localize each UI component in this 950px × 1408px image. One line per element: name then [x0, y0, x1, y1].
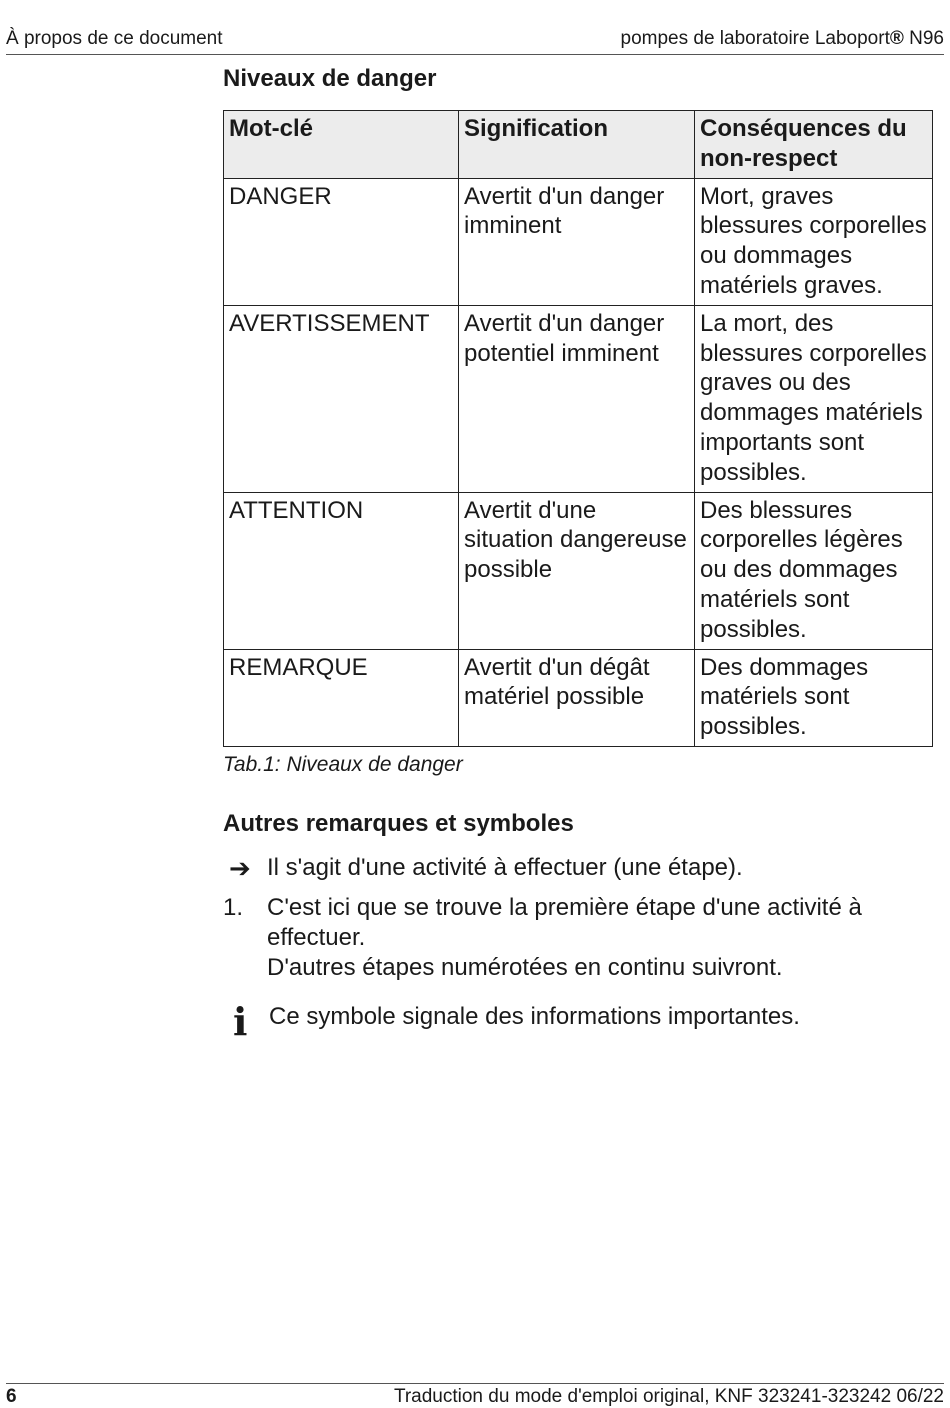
- table-cell-meaning: Avertit d'un danger imminent: [459, 178, 695, 305]
- table-cell-meaning: Avertit d'un danger potentiel imminent: [459, 305, 695, 492]
- table-row: [224, 305, 933, 492]
- table-caption: Tab.1: Niveaux de danger: [223, 752, 463, 776]
- table-header-keyword: Mot-clé: [224, 111, 459, 179]
- step-text: [267, 893, 934, 982]
- header-section-title: À propos de ce document: [6, 28, 223, 49]
- header-product-title: [621, 28, 945, 50]
- table-header-consequences: Conséquences du non-respect: [695, 111, 933, 179]
- table-cell-consequences: Mort, graves blessures corporelles ou dommages matériels graves.: [695, 178, 933, 305]
- danger-levels-table: [223, 110, 933, 747]
- table-row: [224, 178, 933, 305]
- table-cell-keyword: REMARQUE: [224, 649, 459, 746]
- subsection-title: Autres remarques et symboles: [223, 809, 574, 837]
- table-row: [224, 492, 933, 649]
- table-cell-meaning: Avertit d'un dégât matériel possible: [459, 649, 695, 746]
- header-product-name: pompes de laboratoire Laboport: [620, 28, 890, 49]
- info-text: Ce symbole signale des informations importantes.: [269, 1003, 800, 1031]
- step-text-line1: C'est ici que se trouve la première étape d'une activité à effectuer.: [267, 893, 862, 951]
- table-cell-consequences: La mort, des blessures corporelles graves ou des dommages matériels importants sont possibles.: [695, 305, 933, 492]
- page-footer: [6, 1383, 944, 1408]
- header-product-model: N96: [903, 28, 944, 49]
- table-cell-consequences: Des blessures corporelles légères ou des dommages matériels sont possibles.: [695, 492, 933, 649]
- step-number: 1.: [223, 893, 244, 921]
- table-cell-keyword: AVERTISSEMENT: [224, 305, 459, 492]
- action-instruction: [223, 853, 934, 883]
- page-header: [6, 28, 944, 55]
- arrow-right-icon: ➔: [229, 852, 251, 883]
- table-cell-keyword: ATTENTION: [224, 492, 459, 649]
- registered-mark: ®: [889, 28, 904, 49]
- section-title: Niveaux de danger: [223, 65, 437, 92]
- table-row: [224, 649, 933, 746]
- table-cell-consequences: Des dommages matériels sont possibles.: [695, 649, 933, 746]
- numbered-step: [223, 893, 934, 982]
- document-reference: Traduction du mode d'emploi original, KNF 323241-323242 06/22: [393, 1386, 944, 1407]
- table-header-meaning: Signification: [459, 111, 695, 179]
- step-text-line2: D'autres étapes numérotées en continu suivront.: [267, 953, 783, 981]
- page-content: [223, 62, 934, 1045]
- action-text: Il s'agit d'une activité à effectuer (une étape).: [267, 853, 743, 881]
- table-cell-meaning: Avertit d'une situation dangereuse possible: [459, 492, 695, 649]
- table-header-row: [224, 111, 933, 179]
- table-cell-keyword: DANGER: [224, 178, 459, 305]
- info-icon: i: [233, 999, 248, 1045]
- info-note: [223, 999, 934, 1045]
- page-number: 6: [6, 1386, 17, 1407]
